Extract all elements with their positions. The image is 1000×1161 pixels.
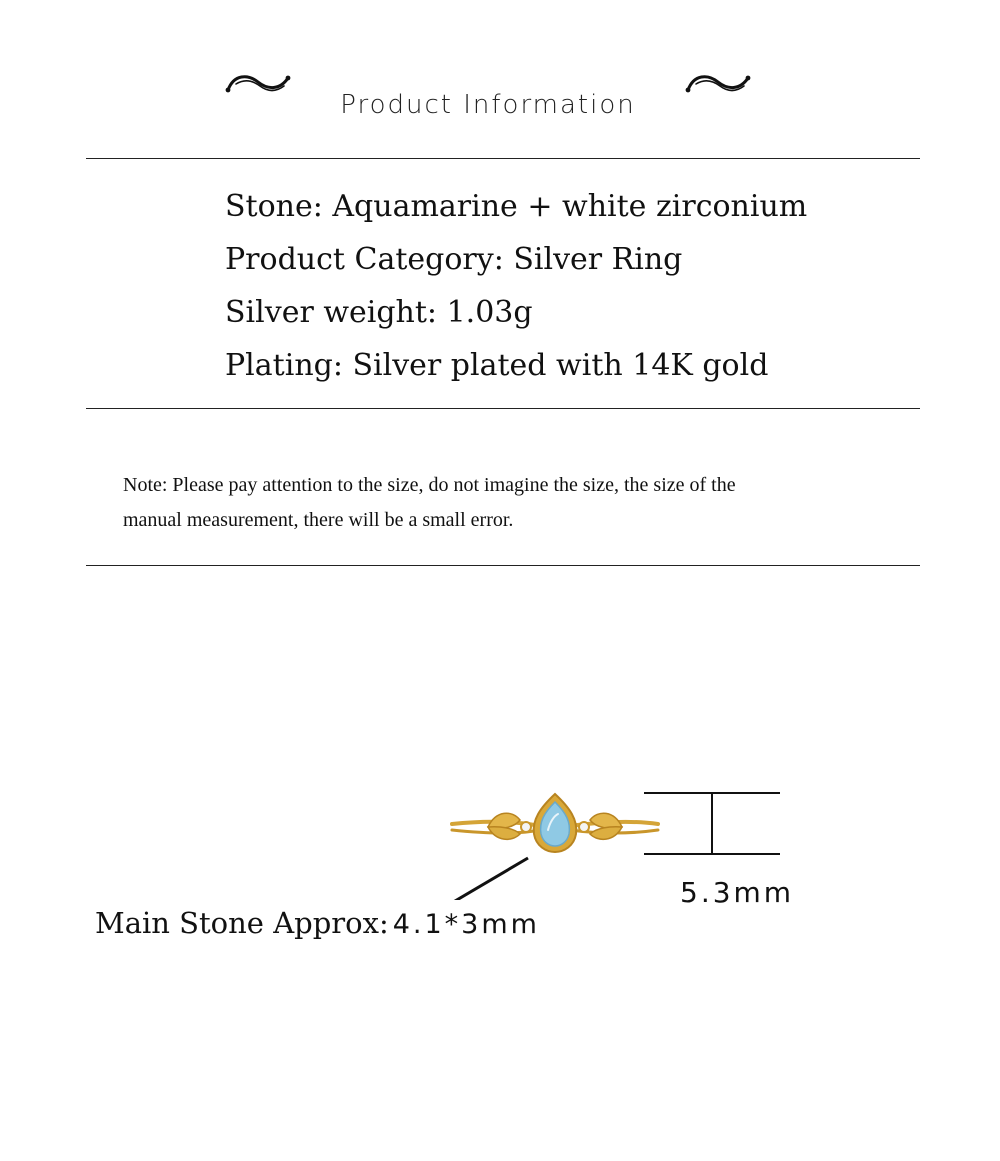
divider-bottom xyxy=(86,565,920,566)
spec-list xyxy=(225,180,925,392)
band-width-dimension-marker xyxy=(640,785,790,865)
spec-silver-weight: Silver weight: 1.03g xyxy=(225,295,533,330)
main-stone-size xyxy=(95,906,540,940)
size-note xyxy=(123,468,893,538)
divider-middle xyxy=(86,408,920,409)
page-title: Product Information xyxy=(340,90,636,120)
size-note-line-1: Note: Please pay attention to the size, do not imagine the size, the size of the xyxy=(123,474,736,496)
band-width-label: 5.3mm xyxy=(680,876,795,909)
spec-category: Product Category: Silver Ring xyxy=(225,242,683,277)
main-stone-value: 4.1*3mm xyxy=(392,909,540,940)
main-stone-label: Main Stone Approx: xyxy=(95,906,389,940)
spec-plating: Plating: Silver plated with 14K gold xyxy=(225,348,769,383)
spec-stone: Stone: Aquamarine + white zirconium xyxy=(225,189,808,224)
divider-top xyxy=(86,158,920,159)
size-note-line-2: manual measurement, there will be a small error. xyxy=(123,509,514,531)
